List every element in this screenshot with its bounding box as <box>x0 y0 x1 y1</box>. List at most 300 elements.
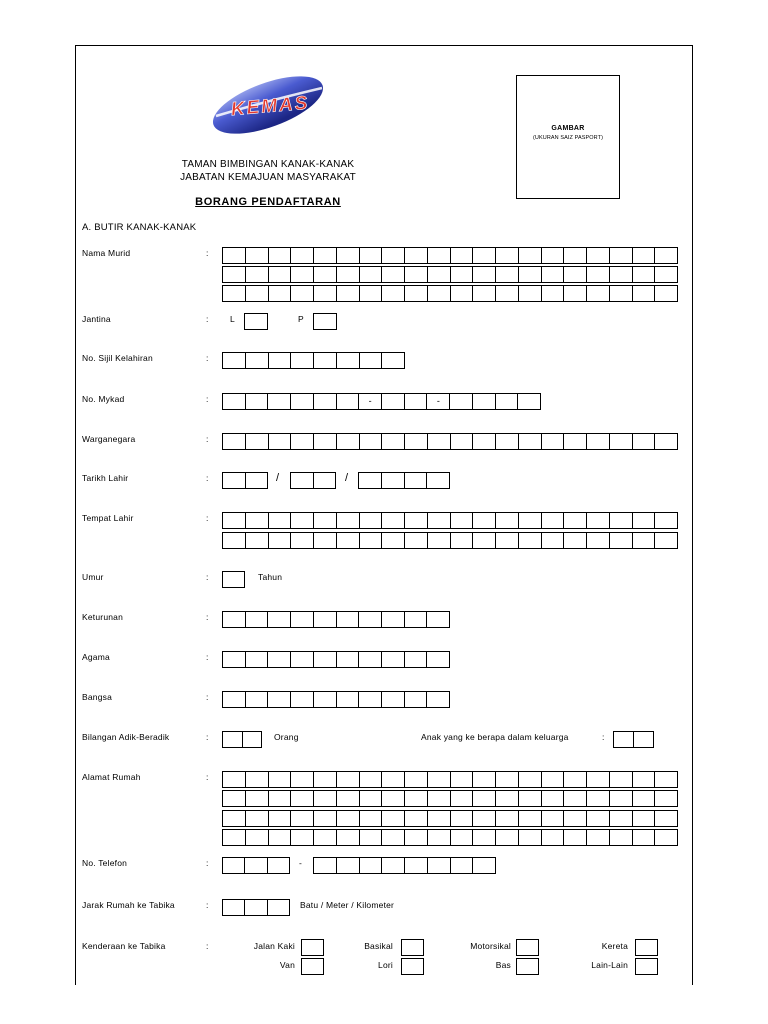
nama-murid-cell-5[interactable] <box>313 248 336 263</box>
alamat-rumah-cell-11[interactable] <box>450 791 473 806</box>
telefon-number-cell-4[interactable] <box>381 858 404 873</box>
tempat-lahir-cell-14[interactable] <box>518 533 541 548</box>
tempat-lahir-cell-17[interactable] <box>586 533 609 548</box>
telefon-number-cell-1[interactable] <box>314 858 336 873</box>
alamat-rumah-cell-2[interactable] <box>245 791 268 806</box>
alamat-rumah-cell-11[interactable] <box>450 811 473 826</box>
nama-murid-cell-14[interactable] <box>518 248 541 263</box>
nama-murid-cell-4[interactable] <box>290 267 313 282</box>
alamat-rumah-cell-14[interactable] <box>518 791 541 806</box>
alamat-rumah-cell-18[interactable] <box>609 811 632 826</box>
keturunan-cell-7[interactable] <box>358 612 381 627</box>
nama-murid-cell-12[interactable] <box>472 267 495 282</box>
nama-murid-cell-4[interactable] <box>290 286 313 301</box>
nama-murid-cell-2[interactable] <box>245 248 268 263</box>
alamat-rumah-cell-7[interactable] <box>359 791 382 806</box>
tempat-lahir-cell-7[interactable] <box>359 513 382 528</box>
agama-cell-1[interactable] <box>223 652 245 667</box>
telefon-number-cell-7[interactable] <box>450 858 473 873</box>
alamat-rumah-cell-15[interactable] <box>541 791 564 806</box>
alamat-rumah-cell-9[interactable] <box>404 830 427 845</box>
warganegara-cell-16[interactable] <box>563 434 586 449</box>
tempat-lahir-cell-8[interactable] <box>381 513 404 528</box>
bangsa-cell-7[interactable] <box>358 692 381 707</box>
tempat-lahir-cell-2[interactable] <box>245 533 268 548</box>
alamat-rumah-cell-16[interactable] <box>563 791 586 806</box>
option-label-lain-lain: Lain-Lain <box>591 960 628 970</box>
alamat-rumah-row-3 <box>222 810 678 827</box>
telefon-area-row <box>222 857 290 874</box>
tempat-lahir-cell-12[interactable] <box>472 513 495 528</box>
bangsa-cell-8[interactable] <box>381 692 404 707</box>
tempat-lahir-cell-13[interactable] <box>495 533 518 548</box>
nama-murid-cell-15[interactable] <box>541 286 564 301</box>
warganegara-cell-19[interactable] <box>632 434 655 449</box>
alamat-rumah-cell-13[interactable] <box>495 830 518 845</box>
nama-murid-cell-9[interactable] <box>404 267 427 282</box>
nama-murid-cell-11[interactable] <box>450 267 473 282</box>
alamat-rumah-cell-18[interactable] <box>609 791 632 806</box>
nama-murid-cell-18[interactable] <box>609 286 632 301</box>
mykad-cell-2[interactable] <box>245 394 268 409</box>
tempat-lahir-cell-19[interactable] <box>632 533 655 548</box>
warganegara-cell-17[interactable] <box>586 434 609 449</box>
tempat-lahir-cell-6[interactable] <box>336 533 359 548</box>
warganegara-cell-18[interactable] <box>609 434 632 449</box>
tempat-lahir-cell-14[interactable] <box>518 513 541 528</box>
label-anak-ke: Anak yang ke berapa dalam keluarga <box>421 732 569 742</box>
tempat-lahir-cell-20[interactable] <box>654 533 677 548</box>
alamat-rumah-cell-17[interactable] <box>586 791 609 806</box>
nama-murid-cell-16[interactable] <box>563 248 586 263</box>
nama-murid-cell-10[interactable] <box>427 248 450 263</box>
agama-cell-2[interactable] <box>245 652 268 667</box>
tempat-lahir-cell-16[interactable] <box>563 533 586 548</box>
warganegara-cell-3[interactable] <box>268 434 291 449</box>
nama-murid-cell-6[interactable] <box>336 248 359 263</box>
umur-cell-1[interactable] <box>223 572 244 587</box>
alamat-rumah-cell-15[interactable] <box>541 811 564 826</box>
tempat-lahir-cell-7[interactable] <box>359 533 382 548</box>
alamat-rumah-cell-9[interactable] <box>404 772 427 787</box>
tempat-lahir-cell-17[interactable] <box>586 513 609 528</box>
nama-murid-cell-20[interactable] <box>654 248 677 263</box>
mykad-cell-12[interactable] <box>472 394 495 409</box>
alamat-rumah-cell-20[interactable] <box>654 830 677 845</box>
sijil-kelahiran-cell-4[interactable] <box>290 353 313 368</box>
alamat-rumah-cell-10[interactable] <box>427 791 450 806</box>
bangsa-cell-2[interactable] <box>245 692 268 707</box>
tarikh-lahir-month-cell-2[interactable] <box>313 473 336 488</box>
alamat-rumah-cell-14[interactable] <box>518 811 541 826</box>
option-checkbox-basikal[interactable] <box>401 939 424 956</box>
sijil-kelahiran-cell-6[interactable] <box>336 353 359 368</box>
nama-murid-cell-8[interactable] <box>381 267 404 282</box>
tarikh-lahir-day-cell-1[interactable] <box>223 473 245 488</box>
alamat-rumah-cell-15[interactable] <box>541 830 564 845</box>
tempat-lahir-cell-9[interactable] <box>404 533 427 548</box>
nama-murid-cell-5[interactable] <box>313 267 336 282</box>
mykad-cell-8[interactable] <box>381 394 404 409</box>
colon-separator: : <box>206 900 209 910</box>
sijil-kelahiran-cell-2[interactable] <box>245 353 268 368</box>
alamat-rumah-cell-3[interactable] <box>268 772 291 787</box>
warganegara-cell-4[interactable] <box>290 434 313 449</box>
tarikh-lahir-year-cell-1[interactable] <box>359 473 381 488</box>
adik-beradik-unit: Orang <box>274 732 299 742</box>
jantina-l-checkbox[interactable] <box>244 313 268 330</box>
tarikh-lahir-year-cell-4[interactable] <box>426 473 449 488</box>
tempat-lahir-cell-10[interactable] <box>427 533 450 548</box>
alamat-rumah-cell-8[interactable] <box>381 772 404 787</box>
nama-murid-cell-18[interactable] <box>609 248 632 263</box>
nama-murid-cell-16[interactable] <box>563 267 586 282</box>
keturunan-cell-8[interactable] <box>381 612 404 627</box>
alamat-rumah-cell-8[interactable] <box>381 811 404 826</box>
alamat-rumah-cell-19[interactable] <box>632 811 655 826</box>
tempat-lahir-cell-10[interactable] <box>427 513 450 528</box>
nama-murid-cell-9[interactable] <box>404 286 427 301</box>
adik-beradik-cell-2[interactable] <box>242 732 262 747</box>
nama-murid-cell-17[interactable] <box>586 267 609 282</box>
tempat-lahir-cell-6[interactable] <box>336 513 359 528</box>
tempat-lahir-cell-5[interactable] <box>313 513 336 528</box>
alamat-rumah-cell-9[interactable] <box>404 811 427 826</box>
nama-murid-cell-7[interactable] <box>359 267 382 282</box>
nama-murid-cell-20[interactable] <box>654 286 677 301</box>
bangsa-cell-5[interactable] <box>313 692 336 707</box>
alamat-rumah-cell-12[interactable] <box>472 772 495 787</box>
telefon-number-cell-2[interactable] <box>336 858 359 873</box>
alamat-rumah-cell-4[interactable] <box>290 811 313 826</box>
warganegara-cell-1[interactable] <box>223 434 245 449</box>
bangsa-cell-1[interactable] <box>223 692 245 707</box>
nama-murid-cell-2[interactable] <box>245 267 268 282</box>
agama-cell-10[interactable] <box>426 652 449 667</box>
keturunan-cell-5[interactable] <box>313 612 336 627</box>
tempat-lahir-cell-13[interactable] <box>495 513 518 528</box>
alamat-rumah-cell-17[interactable] <box>586 772 609 787</box>
alamat-rumah-cell-6[interactable] <box>336 772 359 787</box>
tempat-lahir-cell-5[interactable] <box>313 533 336 548</box>
warganegara-cell-11[interactable] <box>450 434 473 449</box>
alamat-rumah-cell-10[interactable] <box>427 811 450 826</box>
sijil-kelahiran-cell-1[interactable] <box>223 353 245 368</box>
agama-cell-7[interactable] <box>358 652 381 667</box>
telefon-area-cell-3[interactable] <box>267 858 289 873</box>
alamat-rumah-cell-13[interactable] <box>495 791 518 806</box>
warganegara-cell-13[interactable] <box>495 434 518 449</box>
mykad-cell-5[interactable] <box>313 394 336 409</box>
alamat-rumah-cell-12[interactable] <box>472 811 495 826</box>
alamat-rumah-cell-5[interactable] <box>313 811 336 826</box>
tempat-lahir-cell-2[interactable] <box>245 513 268 528</box>
mykad-cell-6[interactable] <box>336 394 359 409</box>
alamat-rumah-cell-6[interactable] <box>336 811 359 826</box>
nama-murid-cell-12[interactable] <box>472 286 495 301</box>
alamat-rumah-cell-14[interactable] <box>518 830 541 845</box>
option-checkbox-lain-lain[interactable] <box>635 958 658 975</box>
agama-cell-8[interactable] <box>381 652 404 667</box>
agama-cell-9[interactable] <box>404 652 427 667</box>
tempat-lahir-cell-4[interactable] <box>290 513 313 528</box>
label-telefon: No. Telefon <box>82 858 128 868</box>
tempat-lahir-cell-11[interactable] <box>450 513 473 528</box>
nama-murid-cell-13[interactable] <box>495 286 518 301</box>
alamat-rumah-cell-20[interactable] <box>654 791 677 806</box>
alamat-rumah-cell-9[interactable] <box>404 791 427 806</box>
alamat-rumah-cell-18[interactable] <box>609 772 632 787</box>
alamat-rumah-cell-10[interactable] <box>427 830 450 845</box>
warganegara-cell-8[interactable] <box>381 434 404 449</box>
tempat-lahir-cell-20[interactable] <box>654 513 677 528</box>
nama-murid-cell-3[interactable] <box>268 267 291 282</box>
nama-murid-cell-19[interactable] <box>632 286 655 301</box>
warganegara-cell-14[interactable] <box>518 434 541 449</box>
alamat-rumah-cell-4[interactable] <box>290 791 313 806</box>
tempat-lahir-cell-4[interactable] <box>290 533 313 548</box>
nama-murid-cell-17[interactable] <box>586 286 609 301</box>
tempat-lahir-cell-3[interactable] <box>268 533 291 548</box>
nama-murid-cell-13[interactable] <box>495 267 518 282</box>
nama-murid-cell-9[interactable] <box>404 248 427 263</box>
alamat-rumah-cell-12[interactable] <box>472 830 495 845</box>
alamat-rumah-cell-7[interactable] <box>359 772 382 787</box>
alamat-rumah-cell-6[interactable] <box>336 791 359 806</box>
alamat-rumah-cell-7[interactable] <box>359 830 382 845</box>
nama-murid-cell-2[interactable] <box>245 286 268 301</box>
keturunan-cell-6[interactable] <box>336 612 359 627</box>
alamat-rumah-cell-20[interactable] <box>654 772 677 787</box>
alamat-rumah-cell-4[interactable] <box>290 830 313 845</box>
colon-separator: : <box>206 434 209 444</box>
sijil-kelahiran-cell-5[interactable] <box>313 353 336 368</box>
tempat-lahir-cell-12[interactable] <box>472 533 495 548</box>
alamat-rumah-cell-5[interactable] <box>313 791 336 806</box>
tempat-lahir-cell-19[interactable] <box>632 513 655 528</box>
alamat-rumah-cell-14[interactable] <box>518 772 541 787</box>
jarak-cell-1[interactable] <box>223 900 244 915</box>
label-jantina: Jantina <box>82 314 111 324</box>
mykad-cell-4[interactable] <box>290 394 313 409</box>
tempat-lahir-cell-3[interactable] <box>268 513 291 528</box>
alamat-rumah-cell-19[interactable] <box>632 791 655 806</box>
alamat-rumah-cell-2[interactable] <box>245 811 268 826</box>
alamat-rumah-cell-11[interactable] <box>450 772 473 787</box>
alamat-rumah-cell-4[interactable] <box>290 772 313 787</box>
bangsa-cell-3[interactable] <box>267 692 290 707</box>
telefon-area-cell-1[interactable] <box>223 858 244 873</box>
keturunan-cell-4[interactable] <box>290 612 313 627</box>
alamat-rumah-cell-19[interactable] <box>632 772 655 787</box>
tempat-lahir-cell-18[interactable] <box>609 533 632 548</box>
keturunan-cell-10[interactable] <box>426 612 449 627</box>
option-checkbox-motorsikal[interactable] <box>516 939 539 956</box>
alamat-rumah-cell-15[interactable] <box>541 772 564 787</box>
alamat-rumah-cell-5[interactable] <box>313 830 336 845</box>
tempat-lahir-cell-9[interactable] <box>404 513 427 528</box>
nama-murid-cell-14[interactable] <box>518 286 541 301</box>
tarikh-lahir-year-cell-3[interactable] <box>404 473 427 488</box>
alamat-rumah-cell-2[interactable] <box>245 830 268 845</box>
alamat-rumah-cell-17[interactable] <box>586 811 609 826</box>
alamat-rumah-cell-19[interactable] <box>632 830 655 845</box>
option-checkbox-van[interactable] <box>301 958 324 975</box>
alamat-rumah-cell-1[interactable] <box>223 830 245 845</box>
mykad-cell-9[interactable] <box>404 394 427 409</box>
anak-ke-cell-1[interactable] <box>614 732 633 747</box>
tempat-lahir-cell-1[interactable] <box>223 513 245 528</box>
nama-murid-cell-12[interactable] <box>472 248 495 263</box>
nama-murid-cell-8[interactable] <box>381 248 404 263</box>
alamat-rumah-cell-17[interactable] <box>586 830 609 845</box>
bangsa-cell-10[interactable] <box>426 692 449 707</box>
nama-murid-cell-7[interactable] <box>359 248 382 263</box>
anak-ke-cell-2[interactable] <box>633 732 653 747</box>
nama-murid-cell-10[interactable] <box>427 286 450 301</box>
bangsa-cell-9[interactable] <box>404 692 427 707</box>
warganegara-cell-15[interactable] <box>541 434 564 449</box>
nama-murid-cell-1[interactable] <box>223 248 245 263</box>
alamat-rumah-cell-1[interactable] <box>223 811 245 826</box>
alamat-rumah-cell-1[interactable] <box>223 791 245 806</box>
option-checkbox-kereta[interactable] <box>635 939 658 956</box>
bangsa-cell-4[interactable] <box>290 692 313 707</box>
nama-murid-cell-3[interactable] <box>268 248 291 263</box>
agama-cell-5[interactable] <box>313 652 336 667</box>
nama-murid-cell-10[interactable] <box>427 267 450 282</box>
tempat-lahir-cell-8[interactable] <box>381 533 404 548</box>
tarikh-lahir-month-cell-1[interactable] <box>291 473 313 488</box>
tempat-lahir-cell-1[interactable] <box>223 533 245 548</box>
nama-murid-cell-18[interactable] <box>609 267 632 282</box>
nama-murid-cell-13[interactable] <box>495 248 518 263</box>
alamat-rumah-cell-3[interactable] <box>268 791 291 806</box>
warganegara-cell-6[interactable] <box>336 434 359 449</box>
keturunan-cell-2[interactable] <box>245 612 268 627</box>
alamat-rumah-cell-8[interactable] <box>381 791 404 806</box>
nama-murid-cell-11[interactable] <box>450 286 473 301</box>
nama-murid-cell-6[interactable] <box>336 286 359 301</box>
warganegara-cell-20[interactable] <box>654 434 677 449</box>
nama-murid-cell-4[interactable] <box>290 248 313 263</box>
telefon-area-cell-2[interactable] <box>244 858 266 873</box>
alamat-rumah-cell-6[interactable] <box>336 830 359 845</box>
agama-cell-4[interactable] <box>290 652 313 667</box>
adik-beradik-cell-1[interactable] <box>223 732 242 747</box>
nama-murid-cell-1[interactable] <box>223 286 245 301</box>
alamat-rumah-cell-20[interactable] <box>654 811 677 826</box>
mykad-cell-13[interactable] <box>495 394 518 409</box>
tarikh-lahir-year-cell-2[interactable] <box>381 473 404 488</box>
nama-murid-cell-5[interactable] <box>313 286 336 301</box>
jarak-cell-2[interactable] <box>244 900 266 915</box>
nama-murid-cell-15[interactable] <box>541 267 564 282</box>
alamat-rumah-cell-12[interactable] <box>472 791 495 806</box>
sijil-kelahiran-cell-3[interactable] <box>268 353 291 368</box>
tarikh-lahir-day-cell-2[interactable] <box>245 473 268 488</box>
option-checkbox-lori[interactable] <box>401 958 424 975</box>
alamat-rumah-cell-10[interactable] <box>427 772 450 787</box>
warganegara-cell-2[interactable] <box>245 434 268 449</box>
label-kenderaan: Kenderaan ke Tabika <box>82 941 166 951</box>
alamat-rumah-cell-11[interactable] <box>450 830 473 845</box>
agama-cell-3[interactable] <box>267 652 290 667</box>
nama-murid-cell-14[interactable] <box>518 267 541 282</box>
nama-murid-cell-6[interactable] <box>336 267 359 282</box>
nama-murid-cell-11[interactable] <box>450 248 473 263</box>
telefon-number-cell-8[interactable] <box>472 858 495 873</box>
nama-murid-cell-8[interactable] <box>381 286 404 301</box>
tempat-lahir-cell-16[interactable] <box>563 513 586 528</box>
alamat-rumah-cell-7[interactable] <box>359 811 382 826</box>
alamat-rumah-cell-3[interactable] <box>268 830 291 845</box>
telefon-number-cell-5[interactable] <box>404 858 427 873</box>
nama-murid-cell-17[interactable] <box>586 248 609 263</box>
tempat-lahir-cell-11[interactable] <box>450 533 473 548</box>
nama-murid-cell-3[interactable] <box>268 286 291 301</box>
alamat-rumah-cell-5[interactable] <box>313 772 336 787</box>
alamat-rumah-cell-13[interactable] <box>495 811 518 826</box>
keturunan-cell-1[interactable] <box>223 612 245 627</box>
alamat-rumah-cell-1[interactable] <box>223 772 245 787</box>
jarak-cell-3[interactable] <box>267 900 289 915</box>
mykad-cell-11[interactable] <box>449 394 472 409</box>
warganegara-cell-10[interactable] <box>427 434 450 449</box>
alamat-rumah-cell-2[interactable] <box>245 772 268 787</box>
warganegara-cell-7[interactable] <box>359 434 382 449</box>
alamat-rumah-cell-13[interactable] <box>495 772 518 787</box>
bangsa-cell-6[interactable] <box>336 692 359 707</box>
mykad-cell-14[interactable] <box>517 394 540 409</box>
warganegara-cell-5[interactable] <box>313 434 336 449</box>
nama-murid-cell-1[interactable] <box>223 267 245 282</box>
option-checkbox-bas[interactable] <box>516 958 539 975</box>
nama-murid-cell-19[interactable] <box>632 248 655 263</box>
alamat-rumah-cell-18[interactable] <box>609 830 632 845</box>
warganegara-cell-9[interactable] <box>404 434 427 449</box>
alamat-rumah-cell-16[interactable] <box>563 830 586 845</box>
keturunan-cell-3[interactable] <box>267 612 290 627</box>
tempat-lahir-cell-15[interactable] <box>541 513 564 528</box>
sijil-kelahiran-cell-7[interactable] <box>359 353 382 368</box>
option-checkbox-jalan-kaki[interactable] <box>301 939 324 956</box>
warganegara-cell-12[interactable] <box>472 434 495 449</box>
nama-murid-cell-7[interactable] <box>359 286 382 301</box>
alamat-rumah-cell-8[interactable] <box>381 830 404 845</box>
jantina-p-checkbox[interactable] <box>313 313 337 330</box>
alamat-rumah-row-4 <box>222 829 678 846</box>
telefon-number-cell-3[interactable] <box>359 858 382 873</box>
agama-cell-6[interactable] <box>336 652 359 667</box>
tarikh-lahir-month-row <box>290 472 336 489</box>
tempat-lahir-cell-18[interactable] <box>609 513 632 528</box>
alamat-rumah-cell-16[interactable] <box>563 772 586 787</box>
telefon-number-cell-6[interactable] <box>427 858 450 873</box>
nama-murid-cell-20[interactable] <box>654 267 677 282</box>
mykad-cell-1[interactable] <box>223 394 245 409</box>
nama-murid-cell-19[interactable] <box>632 267 655 282</box>
nama-murid-cell-15[interactable] <box>541 248 564 263</box>
nama-murid-cell-16[interactable] <box>563 286 586 301</box>
alamat-rumah-cell-16[interactable] <box>563 811 586 826</box>
sijil-kelahiran-cell-8[interactable] <box>381 353 404 368</box>
keturunan-cell-9[interactable] <box>404 612 427 627</box>
alamat-rumah-cell-3[interactable] <box>268 811 291 826</box>
mykad-cell-3[interactable] <box>267 394 290 409</box>
tempat-lahir-cell-15[interactable] <box>541 533 564 548</box>
umur-unit: Tahun <box>258 572 283 582</box>
